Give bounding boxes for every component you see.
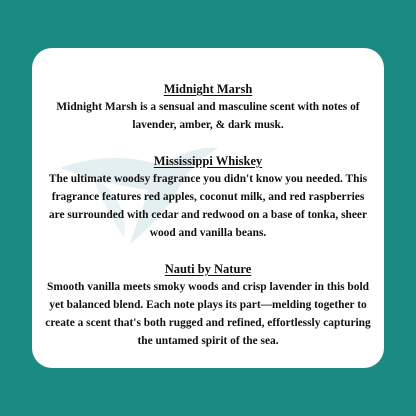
section-mississippi-whiskey bbox=[44, 152, 372, 242]
content bbox=[32, 48, 384, 350]
section-body: The ultimate woodsy fragrance you didn't know you needed. This fragrance features red apples, coconut milk, and red raspberries are surrounded with cedar and redwood on a base of tonka, sheer wood and vanilla beans. bbox=[48, 173, 368, 239]
section-title: Nauti by Nature bbox=[164, 262, 252, 276]
section-body: Smooth vanilla meets smoky woods and crisp lavender in this bold yet balanced blend. Each note plays its part—melding together to create a scent that's both rugged and refined, effortlessly capturing the untamed spirit of the sea. bbox=[45, 281, 371, 347]
description-card bbox=[32, 48, 384, 368]
section-midnight-marsh bbox=[44, 80, 372, 134]
section-title: Midnight Marsh bbox=[163, 82, 253, 96]
section-body: Midnight Marsh is a sensual and masculine scent with notes of lavender, amber, & dark musk. bbox=[56, 101, 360, 131]
section-title: Mississippi Whiskey bbox=[153, 154, 263, 168]
section-nauti-by-nature bbox=[44, 260, 372, 350]
